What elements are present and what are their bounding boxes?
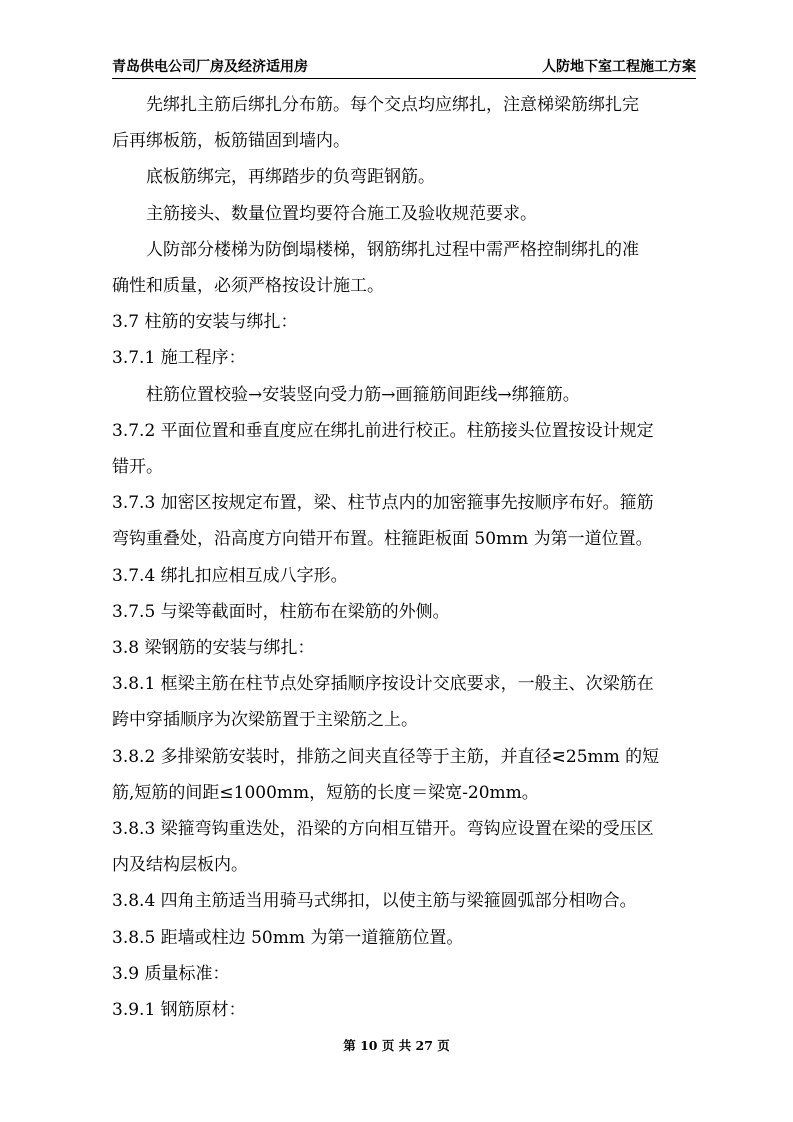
header-document-title: 人防地下室工程施工方案 (542, 59, 696, 75)
body-line: 3.8.1 框梁主筋在柱节点处穿插顺序按设计交底要求，一般主、次梁筋在 (112, 674, 654, 695)
body-line: 筋,短筋的间距≤1000mm，短筋的长度＝梁宽-20mm。 (112, 782, 539, 803)
body-line: 错开。 (112, 457, 163, 478)
subsection-heading: 3.9.1 钢筋原材： (112, 1000, 246, 1021)
section-heading: 3.7 柱筋的安装与绑扎： (112, 312, 298, 333)
body-line: 3.7.2 平面位置和垂直度应在绑扎前进行校正。柱筋接头位置按设计规定 (112, 420, 654, 441)
body-line: 3.8.5 距墙或柱边 50mm 为第一道箍筋位置。 (112, 927, 464, 948)
body-line: 3.7.5 与梁等截面时，柱筋布在梁筋的外侧。 (112, 601, 450, 622)
subsection-heading: 3.7.1 施工程序： (112, 348, 246, 369)
body-line: 3.8.3 梁箍弯钩重迭处，沿梁的方向相互错开。弯钩应设置在梁的受压区 (112, 819, 654, 840)
section-heading: 3.9 质量标准： (112, 963, 230, 984)
body-line: 内及结构层板内。 (112, 855, 248, 876)
body-line: 底板筋绑完，再绑踏步的负弯距钢筋。 (146, 167, 435, 188)
document-body (112, 87, 696, 1028)
body-line: 3.8.2 多排梁筋安装时，排筋之间夹直径等于主筋，并直径⋜25mm 的短 (112, 746, 660, 767)
body-line: 3.7.3 加密区按规定布置，梁、柱节点内的加密箍事先按顺序布好。箍筋 (112, 493, 654, 514)
body-line: 先绑扎主筋后绑扎分布筋。每个交点均应绑扎，注意梯梁筋绑扎完 (146, 95, 639, 115)
body-line: 弯钩重叠处，沿高度方向错开布置。柱箍距板面 50mm 为第一道位置。 (112, 529, 653, 550)
body-line: 跨中穿插顺序为次梁筋置于主梁筋之上。 (112, 710, 418, 731)
body-line: 柱筋位置校验→安装竖向受力筋→画箍筋间距线→绑箍筋。 (146, 384, 580, 405)
page-number-footer: 第 10 页 共 27 页 (343, 1038, 450, 1053)
body-line: 3.8.4 四角主筋适当用骑马式绑扣，以使主筋与梁箍圆弧部分相吻合。 (112, 891, 637, 912)
body-line: 3.7.4 绑扎扣应相互成八字形。 (112, 565, 348, 586)
page-header (112, 54, 696, 79)
body-line: 人防部分楼梯为防倒塌楼梯，钢筋绑扎过程中需严格控制绑扎的准 (146, 239, 639, 260)
header-project-name: 青岛供电公司厂房及经济适用房 (112, 59, 308, 75)
body-line: 主筋接头、数量位置均要符合施工及验收规范要求。 (146, 203, 537, 224)
body-line: 确性和质量，必须严格按设计施工。 (112, 276, 384, 297)
body-line: 后再绑板筋，板筋锚固到墙内。 (112, 131, 350, 152)
section-heading: 3.8 梁钢筋的安装与绑扎： (112, 638, 315, 659)
